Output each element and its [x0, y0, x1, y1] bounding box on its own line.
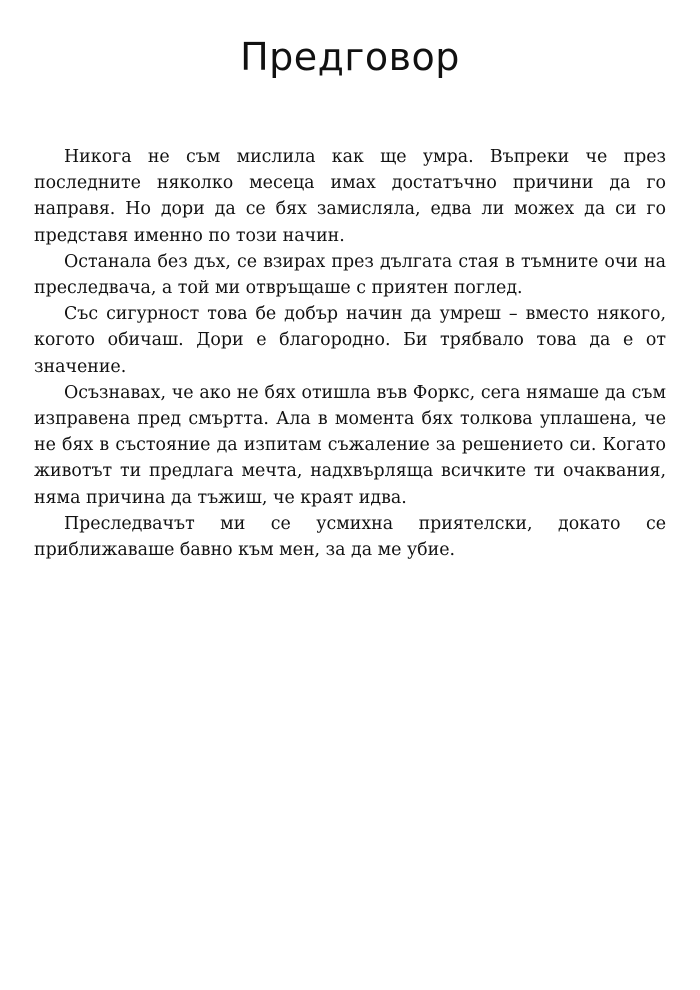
paragraph: Преследвачът ми се усмихна приятелски, докато се приближаваше бавно към мен, за да ме убие.	[34, 513, 666, 561]
paragraph: Никога не съм мислила как ще умра. Въпреки че през последните няколко месеца имах достатъчно причини да го направя. Но дори да се бях замисляла, едва ли можех да си го представя именно по този начин.	[34, 147, 666, 246]
paragraph: Останала без дъх, се взирах през дългата стая в тъмните очи на преследвача, а той ми отвръщаше с приятен поглед.	[34, 251, 666, 299]
paragraph: Със сигурност това бе добър начин да умреш – вместо някого, когото обичаш. Дори е благородно. Би трябвало това да е от значение.	[34, 304, 666, 377]
paragraph: Осъзнавах, че ако не бях отишла във Форкс, сега нямаше да съм изправена пред смъртта. Ала в момента бях толкова уплашена, че не бях в състояние да изпитам съжаление за решението си. Когато животът ти предлага мечта, надхвърляща всичките ти очаквания, няма причина да тъжиш, че краят идва.	[34, 382, 666, 508]
chapter-title: Предговор	[240, 35, 460, 79]
chapter-body	[34, 144, 666, 563]
